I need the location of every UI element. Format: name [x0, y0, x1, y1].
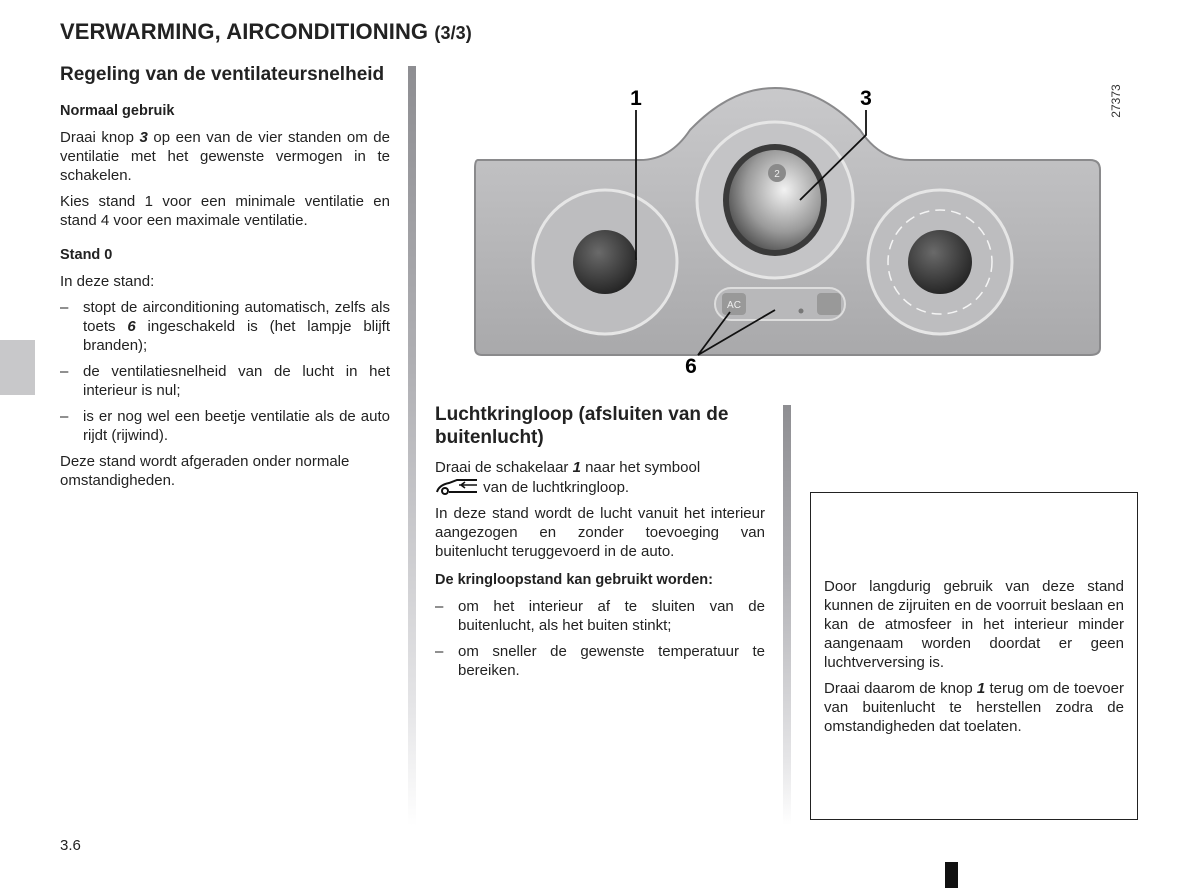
subheading-stand0: Stand 0 — [60, 247, 113, 263]
middle-column — [435, 403, 765, 687]
rear-defrost-button — [817, 293, 841, 315]
list-item: – om sneller de gewenste temperatuur te bereiken. — [435, 643, 765, 679]
text: van de luchtkringloop. — [479, 479, 630, 496]
column-divider — [408, 66, 416, 826]
title-part: (3/3) — [434, 23, 472, 43]
paragraph: Kies stand 1 voor een minimale ventilatie en stand 4 voor een maximale ventilatie. — [60, 193, 390, 229]
paragraph: In deze stand wordt de lucht vanuit het interieur aangezogen en zonder toevoeging van buitenlucht teruggevoerd in de auto. — [435, 505, 765, 560]
ac-button-label: AC — [727, 300, 741, 311]
list-item: – de ventilatiesnelheid van de lucht in het interieur is nul; — [60, 363, 390, 399]
fan-marker-label: 2 — [774, 169, 780, 180]
list-item: – stopt de airconditioning automatisch, zelfs als toets 6 ingeschakeld is (het lampje blijft branden); — [60, 299, 390, 354]
text: om het interieur af te sluiten van de buitenlucht, als het buiten stinkt; — [458, 598, 765, 634]
section-heading: Regeling van de ventilateursnelheid — [60, 64, 385, 85]
text: Draai daarom de knop — [824, 680, 977, 697]
bullet-list — [60, 298, 390, 445]
text: Draai de schakelaar — [435, 459, 573, 476]
list-item: – om het interieur af te sluiten van de buitenlucht, als het buiten stinkt; — [435, 598, 765, 634]
callout-6: 6 — [685, 355, 697, 378]
edge-marker — [945, 862, 958, 888]
text: stopt de airconditioning automatisch, zelfs als toets — [83, 299, 390, 335]
text: terug om de toevoer van buitenlucht te herstellen zodra de omstandigheden dat toelaten. — [824, 680, 1124, 735]
page-title — [60, 19, 472, 45]
callout-3: 3 — [860, 87, 872, 110]
paragraph: Deze stand wordt afgeraden onder normale omstandigheden. — [60, 453, 350, 489]
text: de ventilatiesnelheid van de lucht in het interieur is nul; — [83, 363, 390, 399]
button-ref: 6 — [127, 318, 136, 335]
paragraph: In deze stand: — [60, 273, 155, 290]
temperature-knob — [908, 230, 972, 294]
text: ingeschakeld is (het lampje blijft branden); — [83, 318, 390, 354]
column-divider — [783, 405, 791, 825]
callout-1: 1 — [630, 87, 642, 110]
figure-code: 27373 — [1109, 84, 1123, 118]
title-text: VERWARMING, AIRCONDITIONING — [60, 19, 429, 44]
knob-ref: 3 — [139, 129, 148, 146]
list-item: – is er nog wel een beetje ventilatie als de auto rijdt (rijwind). — [60, 408, 390, 444]
text: is er nog wel een beetje ventilatie als de auto rijdt (rijwind). — [83, 408, 390, 444]
subheading-usage: De kringloopstand kan gebruikt worden: — [435, 572, 713, 588]
left-column — [60, 63, 390, 497]
knob-ref: 1 — [976, 680, 986, 697]
text: naar het symbool — [580, 459, 701, 476]
note-paragraph: Door langdurig gebruik van deze stand kunnen de zijruiten en de voorruit beslaan en kan de atmosfeer in het interieur minder aangenaam worden doordat er geen luchtverversing is. — [824, 578, 1124, 671]
climate-control-illustration — [430, 60, 1150, 390]
paragraph — [60, 128, 390, 185]
air-recirculation-knob — [573, 230, 637, 294]
subheading-normal: Normaal gebruik — [60, 103, 175, 119]
text: Draai knop — [60, 129, 140, 146]
bullet-list — [435, 597, 765, 680]
paragraph — [435, 458, 765, 477]
note-paragraph — [824, 679, 1124, 736]
page-number: 3.6 — [60, 837, 81, 854]
air-recirculation-icon — [435, 477, 479, 495]
paragraph — [435, 477, 765, 497]
section-heading: Luchtkringloop (afsluiten van de buitenlucht) — [435, 404, 729, 448]
text: op een van de vier standen om de ventilatie met het gewenste vermogen in te schakelen. — [60, 129, 390, 184]
warning-note-box — [810, 492, 1138, 820]
text: om sneller de gewenste temperatuur te bereiken. — [458, 643, 765, 679]
chapter-tab — [0, 340, 35, 395]
switch-ref: 1 — [572, 459, 581, 476]
